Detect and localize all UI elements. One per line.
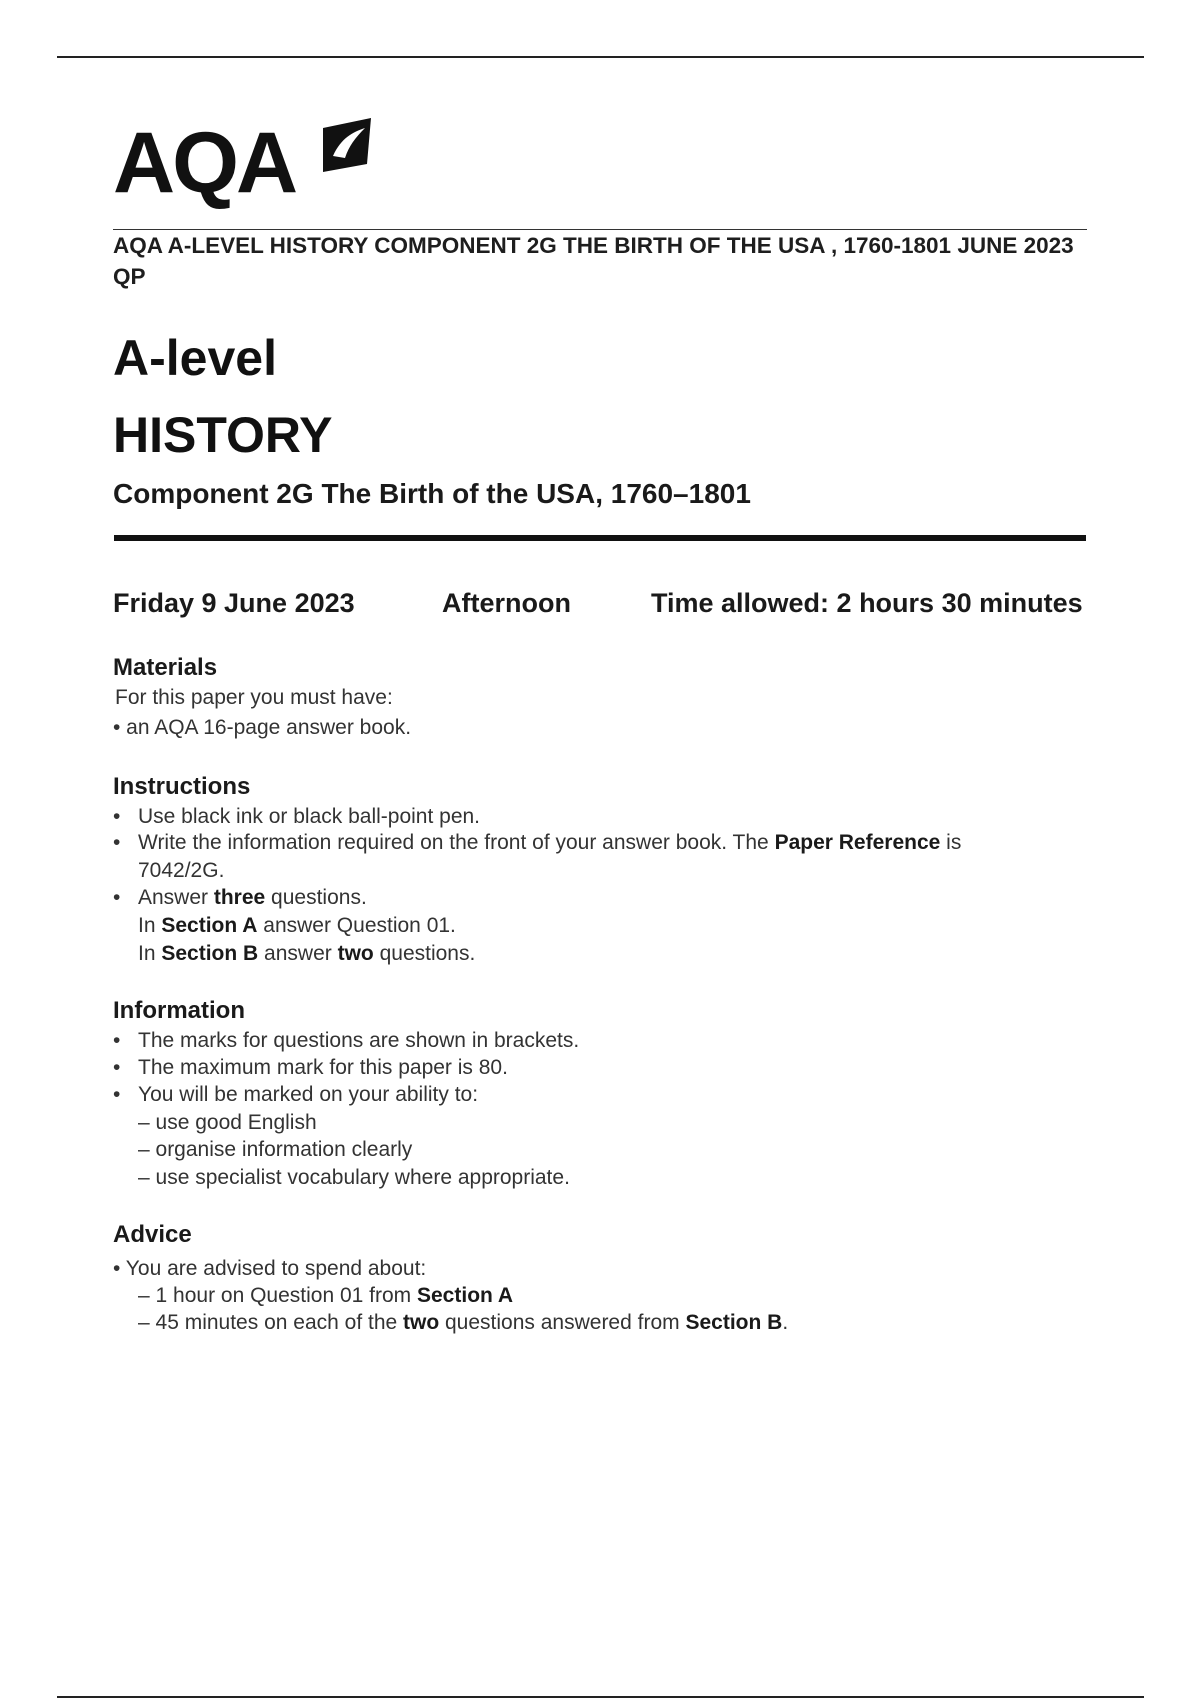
component-title: Component 2G The Birth of the USA, 1760–1801 [113, 478, 751, 509]
instructions-heading: Instructions [113, 773, 251, 800]
bullet: • [113, 1056, 121, 1079]
bullet: • [113, 1083, 121, 1106]
materials-intro: For this paper you must have: [115, 686, 393, 709]
instruction-section-a: In Section A answer Question 01. [138, 914, 456, 937]
info-marking-ability: You will be marked on your ability to: [138, 1083, 479, 1106]
advice-intro: • You are advised to spend about: [113, 1257, 427, 1280]
bullet: • [113, 886, 121, 909]
aqa-logo [113, 115, 375, 211]
info-marks: The marks for questions are shown in brackets. [138, 1029, 580, 1052]
info-max-mark: The maximum mark for this paper is 80. [138, 1056, 508, 1079]
top-border-line [57, 56, 1144, 58]
aqa-leaf-icon [319, 116, 375, 176]
advice-section-b: – 45 minutes on each of the two questions answered from Section B. [138, 1311, 789, 1334]
bullet: • [113, 1029, 121, 1052]
document-title: AQA A-LEVEL HISTORY COMPONENT 2G THE BIRTH OF THE USA , 1760-1801 JUNE 2023 QP [113, 233, 1074, 289]
instruction-answer-count: Answer three questions. [138, 886, 367, 909]
instruction-section-b: In Section B answer two questions. [138, 942, 476, 965]
info-sub-english: – use good English [138, 1111, 317, 1134]
aqa-logo-text: AQA [113, 115, 296, 211]
info-sub-organise: – organise information clearly [138, 1138, 413, 1161]
instruction-paper-reference: Write the information required on the front of your answer book. The Paper Reference is [138, 831, 962, 854]
subject-title: HISTORY [113, 407, 333, 463]
information-heading: Information [113, 997, 245, 1024]
exam-session: Afternoon [442, 588, 571, 618]
materials-heading: Materials [113, 654, 218, 681]
time-allowed: Time allowed: 2 hours 30 minutes [651, 588, 1083, 618]
advice-section-a: – 1 hour on Question 01 from Section A [138, 1284, 514, 1307]
info-sub-vocabulary: – use specialist vocabulary where appropriate. [138, 1166, 570, 1189]
advice-heading: Advice [113, 1221, 192, 1248]
materials-item: • an AQA 16-page answer book. [113, 716, 412, 739]
paper-reference-code: 7042/2G. [138, 859, 225, 882]
bottom-border-line [57, 1696, 1144, 1698]
qualification-level: A-level [113, 330, 277, 386]
bullet: • [113, 805, 121, 828]
bullet: • [113, 831, 121, 854]
instruction-ink: Use black ink or black ball-point pen. [138, 805, 481, 828]
section-divider [114, 535, 1086, 541]
exam-date: Friday 9 June 2023 [113, 588, 355, 618]
